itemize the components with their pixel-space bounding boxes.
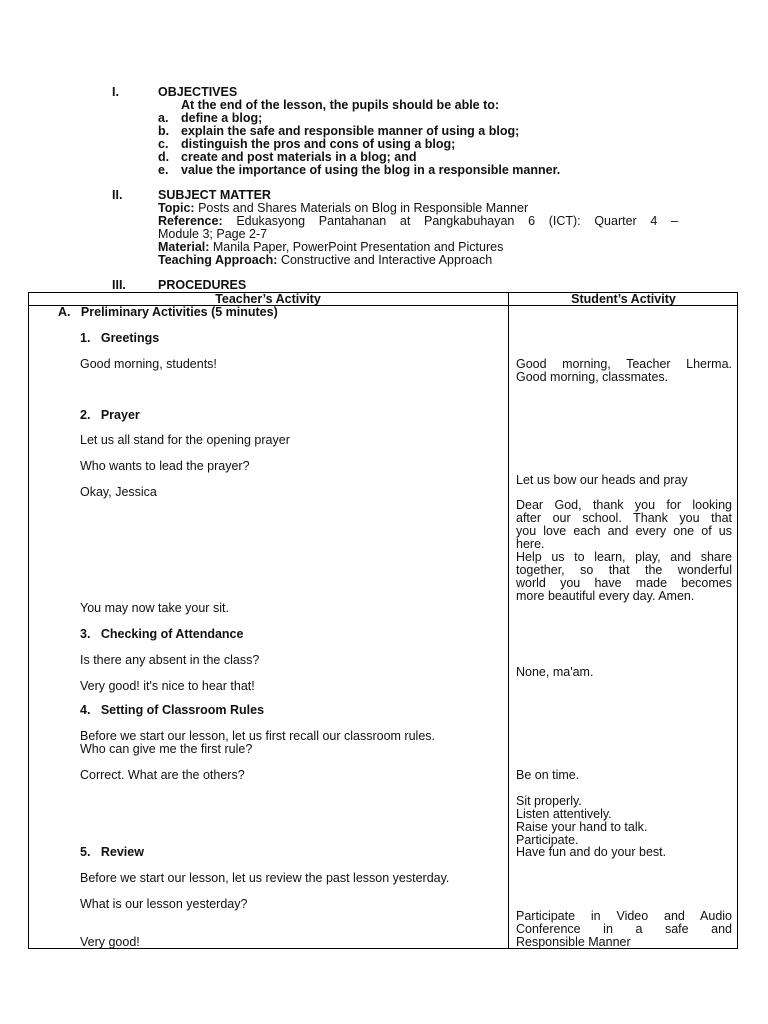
student-line: Responsible Manner: [516, 935, 631, 949]
teacher-line: What is our lesson yesterday?: [80, 897, 248, 911]
prayer-line: after our school. Thank you that: [516, 511, 732, 525]
topic-label: Topic:: [158, 201, 195, 215]
student-line: Good morning, classmates.: [516, 370, 669, 384]
approach-label: Teaching Approach:: [158, 253, 278, 267]
objective-item: create and post materials in a blog; and: [181, 150, 417, 164]
prayer-line: you love each and every one of us: [516, 524, 732, 538]
objectives-heading: OBJECTIVES: [158, 85, 238, 99]
col-header-student: Student’s Activity: [571, 292, 676, 306]
prayer-heading: 2. Prayer: [80, 408, 140, 422]
teacher-line: Let us all stand for the opening prayer: [80, 433, 290, 447]
objective-letter: a.: [158, 111, 169, 125]
table-column-divider: [508, 292, 509, 949]
student-line: Good morning, Teacher Lherma.: [516, 357, 732, 371]
student-line: Be on time.: [516, 768, 580, 782]
objective-letter: b.: [158, 124, 170, 138]
rule-item: Raise your hand to talk.: [516, 820, 648, 834]
material-value: Manila Paper, PowerPoint Presentation and Pictures: [212, 240, 504, 254]
procedures-numeral: III.: [112, 278, 126, 292]
student-line: Conference in a safe and: [516, 922, 732, 936]
teacher-line: Who can give me the first rule?: [80, 742, 253, 756]
objective-item: define a blog;: [181, 111, 263, 125]
objective-item: explain the safe and responsible manner of using a blog;: [181, 124, 520, 138]
attendance-heading: 3. Checking of Attendance: [80, 627, 244, 641]
prayer-line: more beautiful every day. Amen.: [516, 589, 695, 603]
teacher-line: Very good! it's nice to hear that!: [80, 679, 255, 693]
teacher-line: Is there any absent in the class?: [80, 653, 260, 667]
review-heading: 5. Review: [80, 845, 144, 859]
topic-value: Posts and Shares Materials on Blog in Responsible Manner: [198, 201, 529, 215]
greetings-heading: 1. Greetings: [80, 331, 160, 345]
prayer-line: here.: [516, 537, 545, 551]
prayer-line: world you have made becomes: [516, 576, 732, 590]
objectives-intro: At the end of the lesson, the pupils should be able to:: [181, 98, 500, 112]
approach-line: [158, 254, 492, 267]
teacher-line: Good morning, students!: [80, 357, 217, 371]
rule-item: Participate.: [516, 833, 579, 847]
rule-item: Listen attentively.: [516, 807, 612, 821]
student-line: None, ma'am.: [516, 665, 594, 679]
reference-value: Edukasyong Pantahanan at Pangkabuhayan 6 (ICT): Quarter 4 –: [236, 214, 678, 228]
rule-item: Sit properly.: [516, 794, 582, 808]
teacher-line: Correct. What are the others?: [80, 768, 245, 782]
objective-item: distinguish the pros and cons of using a blog;: [181, 137, 456, 151]
col-header-teacher: Teacher’s Activity: [215, 292, 321, 306]
reference-label: Reference:: [158, 214, 223, 228]
teacher-line: Very good!: [80, 935, 140, 949]
rule-item: Have fun and do your best.: [516, 845, 667, 859]
procedures-heading: PROCEDURES: [158, 278, 247, 292]
rules-heading: 4. Setting of Classroom Rules: [80, 703, 265, 717]
teacher-line: Before we start our lesson, let us first recall our classroom rules.: [80, 729, 435, 743]
prayer-line: Help us to learn, play, and share: [516, 550, 732, 564]
objective-letter: e.: [158, 163, 169, 177]
material-label: Material:: [158, 240, 210, 254]
teacher-line: Who wants to lead the prayer?: [80, 459, 250, 473]
objective-letter: c.: [158, 137, 169, 151]
objectives-numeral: I.: [112, 85, 119, 99]
student-line: Participate in Video and Audio: [516, 909, 732, 923]
section-a-heading: A. Preliminary Activities (5 minutes): [58, 305, 278, 319]
reference-line-2: Module 3; Page 2-7: [158, 227, 268, 241]
subject-matter-numeral: II.: [112, 188, 123, 202]
subject-matter-heading: SUBJECT MATTER: [158, 188, 271, 202]
teacher-line: Before we start our lesson, let us review the past lesson yesterday.: [80, 871, 450, 885]
teacher-line: Okay, Jessica: [80, 485, 157, 499]
approach-value: Constructive and Interactive Approach: [280, 253, 493, 267]
teacher-line: You may now take your sit.: [80, 601, 229, 615]
prayer-line: Dear God, thank you for looking: [516, 498, 732, 512]
prayer-line: together, so that the wonderful: [516, 563, 732, 577]
student-line: Let us bow our heads and pray: [516, 473, 688, 487]
objective-item: value the importance of using the blog in a responsible manner.: [181, 163, 561, 177]
objective-letter: d.: [158, 150, 170, 164]
